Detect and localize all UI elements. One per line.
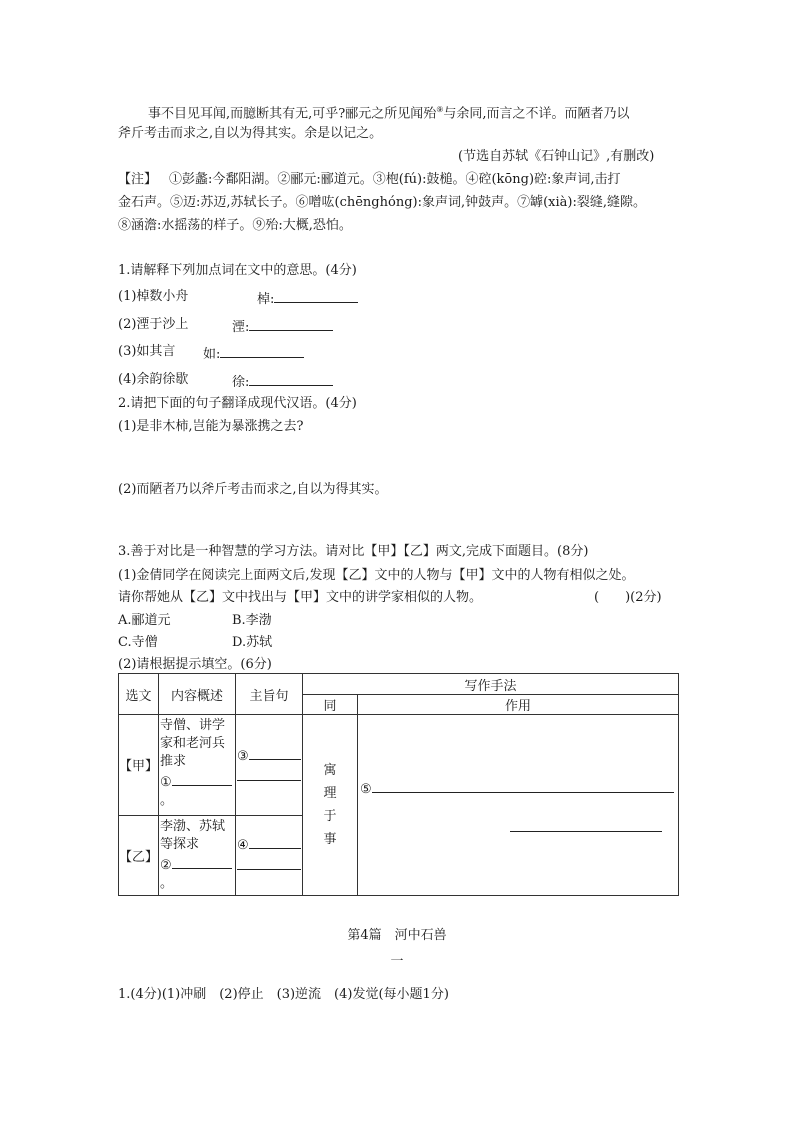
period: 。 [160,875,174,891]
blank-number: ② [160,857,172,873]
q3-p1-line-2: 请你帮她从【乙】文中找出与【甲】文中的讲学家相似的人物。 [118,590,483,605]
passage-line-1 [148,101,630,123]
q1-item-1-answer [257,288,358,309]
row-yi-theme [236,815,303,895]
passage-text: 与余同,而言之不详。而陋者乃以 [443,106,630,122]
answer-blank[interactable] [249,745,301,760]
blank-number: ⑤ [360,782,372,797]
method-char: 寓 [323,763,337,778]
option-d[interactable]: D.苏轼 [232,635,273,650]
blank-number: ③ [237,749,249,764]
summary-line: 家和老河兵 [160,736,226,751]
q1-title: 1.请解释下列加点词在文中的意思。(4分) [118,263,357,278]
summary-line: 等探求 [160,836,200,852]
q2-sentence-2: (2)而陋者乃以斧斤考击而求之,自以为得其实。 [118,482,388,497]
q1-item-1 [118,288,188,306]
passage-line-2: 斧斤考击而求之,自以为得其实。余是以记之。 [118,126,383,141]
notes-label: 【注】 [118,172,158,187]
q1-item-text: (3)如其言 [118,344,176,359]
q1-word: 如: [203,347,221,362]
header-same: 同 [303,695,358,715]
passage-source: (节选自苏轼《石钟山记》,有删改) [458,149,655,164]
row-yi-summary [159,815,236,895]
answer-blank[interactable] [220,343,304,358]
answer-blank[interactable] [510,817,662,832]
q1-item-3 [118,343,175,361]
answer-blank[interactable] [237,766,301,781]
method-same-cell [303,715,358,896]
q3-p2-title: (2)请根据提示填空。(6分) [118,657,272,672]
summary-line: 推求 [160,754,187,769]
q2-title: 2.请把下面的句子翻译成现代汉语。(4分) [118,396,357,411]
q3-p1-line-1: (1)金倩同学在阅读完上面两文后,发现【乙】文中的人物与【甲】文中的人物有相似之处。 [118,568,635,583]
summary-line: 李渤、苏轼 [160,818,226,834]
q1-item-text: (1)棹数小舟 [118,289,189,304]
header-text: 选文 [119,674,159,715]
q1-item-2 [118,316,188,334]
blank-number: ④ [237,837,249,853]
q1-item-3-answer [203,343,304,364]
period: 。 [160,793,174,808]
passage-text: 事不目见耳闻,而臆断其有无,可乎?郦元之所见闻殆 [148,106,437,122]
blank-number: ① [160,775,172,790]
row-yi-label: 【乙】 [119,815,159,895]
q1-item-2-answer [232,316,333,337]
header-summary: 内容概述 [159,674,236,715]
header-method: 写作手法 [303,674,679,695]
row-jia-label: 【甲】 [119,715,159,816]
row-jia-summary [159,715,236,816]
answer-blank[interactable] [172,771,232,786]
section-subtitle: 一 [390,954,404,969]
option-b[interactable]: B.李渤 [232,613,272,628]
answer-blank[interactable] [249,834,301,849]
answer-blank[interactable] [249,316,333,331]
q1-word: 棹: [257,292,275,307]
footnote-mark: ⑨ [436,105,444,114]
q1-item-text: (2)湮于沙上 [118,317,189,332]
q1-item-text: (4)余韵徐歇 [118,372,189,387]
option-c[interactable]: C.寺僧 [118,635,158,650]
answer-blank[interactable] [372,778,674,793]
q2-sentence-1: (1)是非木柿,岂能为暴涨携之去? [118,419,304,434]
summary-line: 寺僧、讲学 [160,718,226,733]
q3-answer-paren[interactable]: ( )(2分) [594,590,662,605]
header-effect: 作用 [358,695,679,715]
q1-item-4 [118,371,188,389]
option-a[interactable]: A.郦道元 [118,613,171,628]
section-title: 第4篇 河中石兽 [347,928,447,943]
q1-word: 湮: [232,320,250,335]
row-jia-theme [236,715,303,816]
method-char: 理 [323,786,337,801]
method-effect-cell [358,715,679,896]
method-char: 于 [323,809,337,824]
method-char: 事 [323,832,337,847]
q3-title: 3.善于对比是一种智慧的学习方法。请对比【甲】【乙】两文,完成下面题目。(8分) [118,544,589,559]
q1-item-4-answer [232,371,333,392]
answer-blank[interactable] [172,854,232,869]
notes-line-3: ⑧涵澹:水摇荡的样子。⑨殆:大概,恐怕。 [118,218,352,233]
notes-line-2: 金石声。⑤迈:苏迈,苏轼长子。⑥噌吰(chēnghóng):象声词,钟鼓声。⑦罅(xià):裂缝,缝隙。 [118,195,646,210]
notes-line-1 [118,171,621,189]
notes-text: ①彭蠡:今鄱阳湖。②郦元:郦道元。③枹(fú):鼓槌。④硿(kōng)硿:象声词,击打 [169,172,621,187]
answer-1: 1.(4分)(1)冲刷 (2)停止 (3)逆流 (4)发觉(每小题1分) [118,987,449,1002]
answer-blank[interactable] [274,288,358,303]
q1-word: 徐: [232,375,250,390]
header-theme: 主旨句 [236,674,303,715]
answer-blank[interactable] [237,855,301,870]
comparison-table [118,673,679,896]
answer-blank[interactable] [249,371,333,386]
